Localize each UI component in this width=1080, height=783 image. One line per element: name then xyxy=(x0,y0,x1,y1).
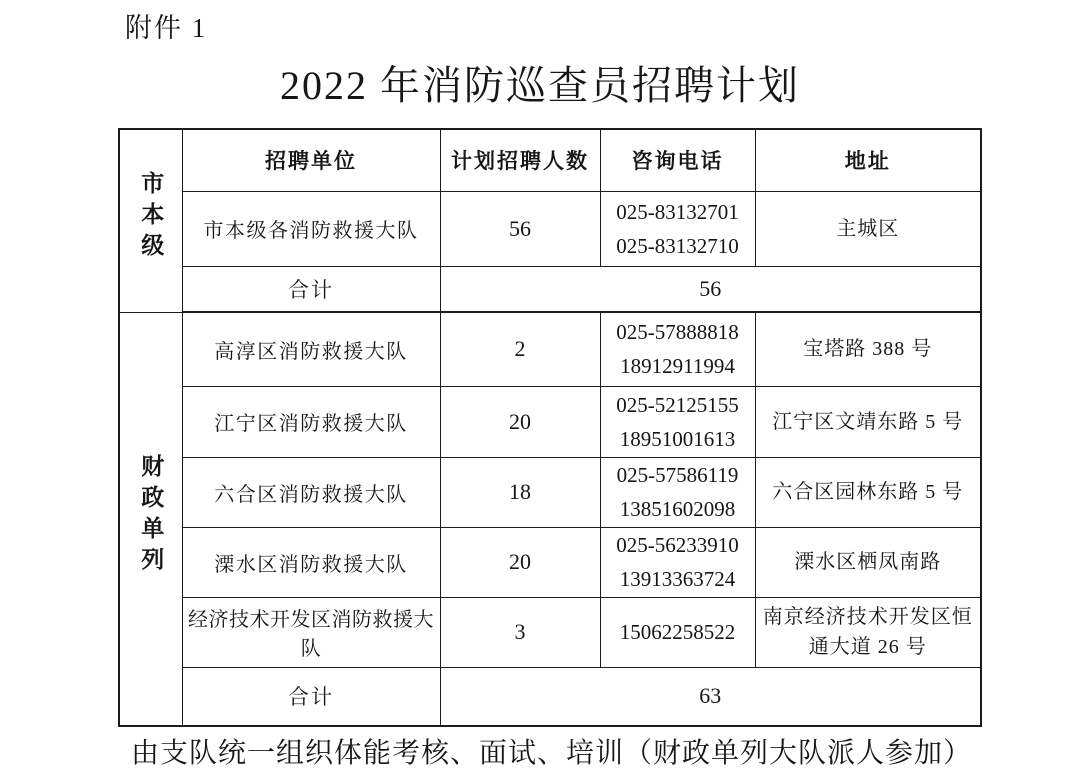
unit-cell: 江宁区消防救援大队 xyxy=(182,386,440,457)
address-cell: 溧水区栖凤南路 xyxy=(755,527,981,597)
address-cell: 六合区园林东路 5 号 xyxy=(755,457,981,527)
group-cell-fiscal xyxy=(119,312,182,726)
subtotal-value: 63 xyxy=(440,667,981,726)
count-cell: 20 xyxy=(440,386,600,457)
group-label-municipal: 市本级 xyxy=(138,171,164,265)
unit-cell: 经济技术开发区消防救援大队 xyxy=(182,597,440,667)
table-row xyxy=(119,191,981,266)
count-cell: 3 xyxy=(440,597,600,667)
subtotal-row xyxy=(119,667,981,726)
phone-line: 025-57586119 xyxy=(616,463,739,487)
unit-cell: 高淳区消防救援大队 xyxy=(182,312,440,386)
phone-line: 15062258522 xyxy=(619,620,736,644)
count-cell: 56 xyxy=(440,191,600,266)
subtotal-label: 合计 xyxy=(182,266,440,312)
table-row xyxy=(119,457,981,527)
phone-line: 13851602098 xyxy=(619,497,736,521)
table-row xyxy=(119,386,981,457)
col-header-phone: 咨询电话 xyxy=(600,129,755,191)
phone-cell xyxy=(600,527,755,597)
address-cell: 主城区 xyxy=(755,191,981,266)
col-header-unit: 招聘单位 xyxy=(182,129,440,191)
address-cell: 宝塔路 388 号 xyxy=(755,312,981,386)
table-header-row xyxy=(119,129,981,191)
phone-cell xyxy=(600,191,755,266)
address-cell: 江宁区文靖东路 5 号 xyxy=(755,386,981,457)
attachment-label: 附件 1 xyxy=(125,13,208,43)
unit-cell: 市本级各消防救援大队 xyxy=(182,191,440,266)
phone-cell xyxy=(600,597,755,667)
phone-line: 025-56233910 xyxy=(616,533,739,557)
phone-line: 025-83132701 xyxy=(616,199,739,224)
table-row xyxy=(119,597,981,667)
address-cell: 南京经济技术开发区恒通大道 26 号 xyxy=(755,597,981,667)
count-cell: 2 xyxy=(440,312,600,386)
col-header-address: 地址 xyxy=(755,129,981,191)
subtotal-row xyxy=(119,266,981,312)
count-cell: 18 xyxy=(440,457,600,527)
unit-cell: 溧水区消防救援大队 xyxy=(182,527,440,597)
phone-cell xyxy=(600,386,755,457)
phone-cell xyxy=(600,457,755,527)
phone-line: 18912911994 xyxy=(620,354,735,379)
col-header-count: 计划招聘人数 xyxy=(440,129,600,191)
phone-line: 025-83132710 xyxy=(616,233,739,258)
unit-cell: 六合区消防救援大队 xyxy=(182,457,440,527)
footer-note: 由支队统一组织体能考核、面试、培训（财政单列大队派人参加） xyxy=(131,738,973,769)
phone-line: 025-52125155 xyxy=(616,392,739,417)
recruitment-plan-table xyxy=(118,128,982,727)
phone-line: 13913363724 xyxy=(619,567,736,591)
table-row xyxy=(119,527,981,597)
group-label-fiscal: 财政单列 xyxy=(138,453,164,578)
page-title: 2022 年消防巡查员招聘计划 xyxy=(280,63,800,108)
table-row xyxy=(119,312,981,386)
group-cell-municipal xyxy=(119,129,182,312)
count-cell: 20 xyxy=(440,527,600,597)
subtotal-label: 合计 xyxy=(182,667,440,726)
phone-cell xyxy=(600,312,755,386)
phone-line: 18951001613 xyxy=(619,426,736,451)
subtotal-value: 56 xyxy=(440,266,981,312)
phone-line: 025-57888818 xyxy=(616,320,739,345)
